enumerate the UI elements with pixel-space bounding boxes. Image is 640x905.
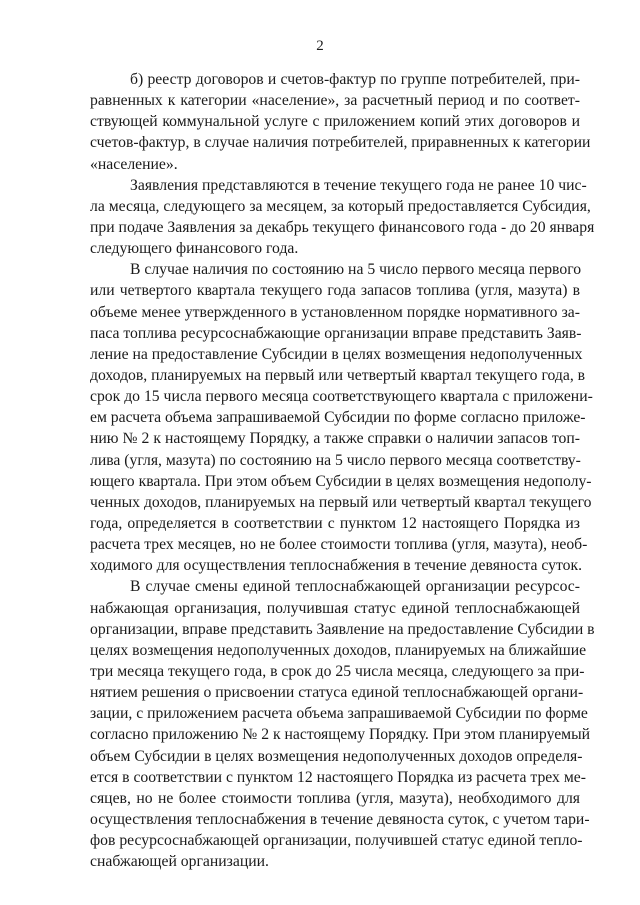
text-line: ла месяца, следующего за месяцем, за который предоставляется Субсидия,	[90, 197, 591, 215]
text-line: Заявления представляются в течение текущего года не ранее 10 чис-	[130, 176, 587, 194]
text-line: объем Субсидии в целях возмещения недополученных доходов определя-	[90, 747, 583, 765]
paragraph	[90, 175, 595, 260]
text-line: набжающая организация, получившая статус единой теплоснабжающей	[90, 599, 580, 617]
text-line: зации, с приложением расчета объема запрашиваемой Субсидии по форме	[90, 705, 588, 723]
text-line: расчета трех месяцев, но не более стоимости топлива (угля, мазута), необ-	[90, 536, 588, 554]
text-line: В случае наличия по состоянию на 5 число первого месяца первого	[130, 261, 582, 279]
text-line: нию № 2 к настоящему Порядку, а также справки о наличии запасов топ-	[90, 430, 580, 448]
text-line: или четвертого квартала текущего года запасов топлива (угля, мазута) в	[90, 282, 580, 300]
text-line: следующего финансового года.	[90, 240, 299, 258]
text-line: ющего квартала. При этом объем Субсидии в целях возмещения недополу-	[90, 472, 592, 490]
text-line: нятием решения о присвоении статуса единой теплоснабжающей органи-	[90, 684, 584, 702]
text-line: фов ресурсоснабжающей организации, получившей статус единой тепло-	[90, 832, 583, 850]
text-line: целях возмещения недополученных доходов, планируемых на ближайшие	[90, 641, 587, 659]
paragraph	[90, 576, 595, 872]
text-line: б) реестр договоров и счетов-фактур по группе потребителей, при-	[130, 71, 580, 88]
text-line: при подаче Заявления за декабрь текущего финансового года - до 20 января	[90, 218, 595, 236]
text-line: равненных к категории «население», за расчетный период и по соответ-	[90, 92, 580, 110]
document-body	[90, 69, 595, 872]
text-line: срок до 15 числа первого месяца соответствующего квартала с приложени-	[90, 388, 593, 406]
text-line: ление на предоставление Субсидии в целях возмещения недополученных	[90, 345, 583, 363]
text-line: В случае смены единой теплоснабжающей организации ресурсос-	[130, 578, 580, 596]
text-line: года, определяется в соответствии с пунктом 12 настоящего Порядка из	[90, 514, 580, 532]
text-line: ется в соответствии с пунктом 12 настоящего Порядка из расчета трех ме-	[90, 768, 586, 786]
text-line: снабжающей организации.	[90, 853, 269, 871]
text-line: три месяца текущего года, в срок до 25 числа месяца, следующего за при-	[90, 662, 585, 680]
text-line: объеме менее утвержденного в установленном порядке нормативного за-	[90, 303, 580, 321]
text-line: ходимого для осуществления теплоснабжения в течение девяноста суток.	[90, 557, 583, 575]
text-line: паса топлива ресурсоснабжающие организации вправе представить Заяв-	[90, 324, 582, 342]
paragraph	[90, 69, 591, 175]
text-line: доходов, планируемых на первый или четвертый квартал текущего года, в	[90, 366, 586, 384]
text-line: счетов-фактур, в случае наличия потребителей, приравненных к категории	[90, 134, 591, 152]
page-number: 2	[316, 38, 324, 54]
text-line: «население».	[90, 155, 178, 173]
text-line: организации, вправе представить Заявление на предоставление Субсидии в	[90, 620, 595, 638]
text-line: лива (угля, мазута) по состоянию на 5 число первого месяца соответству-	[90, 451, 581, 469]
text-line: ченных доходов, планируемых на первый или четвертый квартал текущего	[90, 493, 592, 511]
text-line: осуществления теплоснабжения в течение девяноста суток, с учетом тари-	[90, 810, 590, 828]
paragraph	[90, 259, 593, 576]
text-line: ствующей коммунальной услуге с приложением копий этих договоров и	[90, 113, 580, 131]
text-line: ем расчета объема запрашиваемой Субсидии по форме согласно приложе-	[90, 409, 586, 427]
text-line: сяцев, но не более стоимости топлива (угля, мазута), необходимого для	[90, 789, 580, 807]
text-line: согласно приложению № 2 к настоящему Порядку. При этом планируемый	[90, 726, 591, 744]
